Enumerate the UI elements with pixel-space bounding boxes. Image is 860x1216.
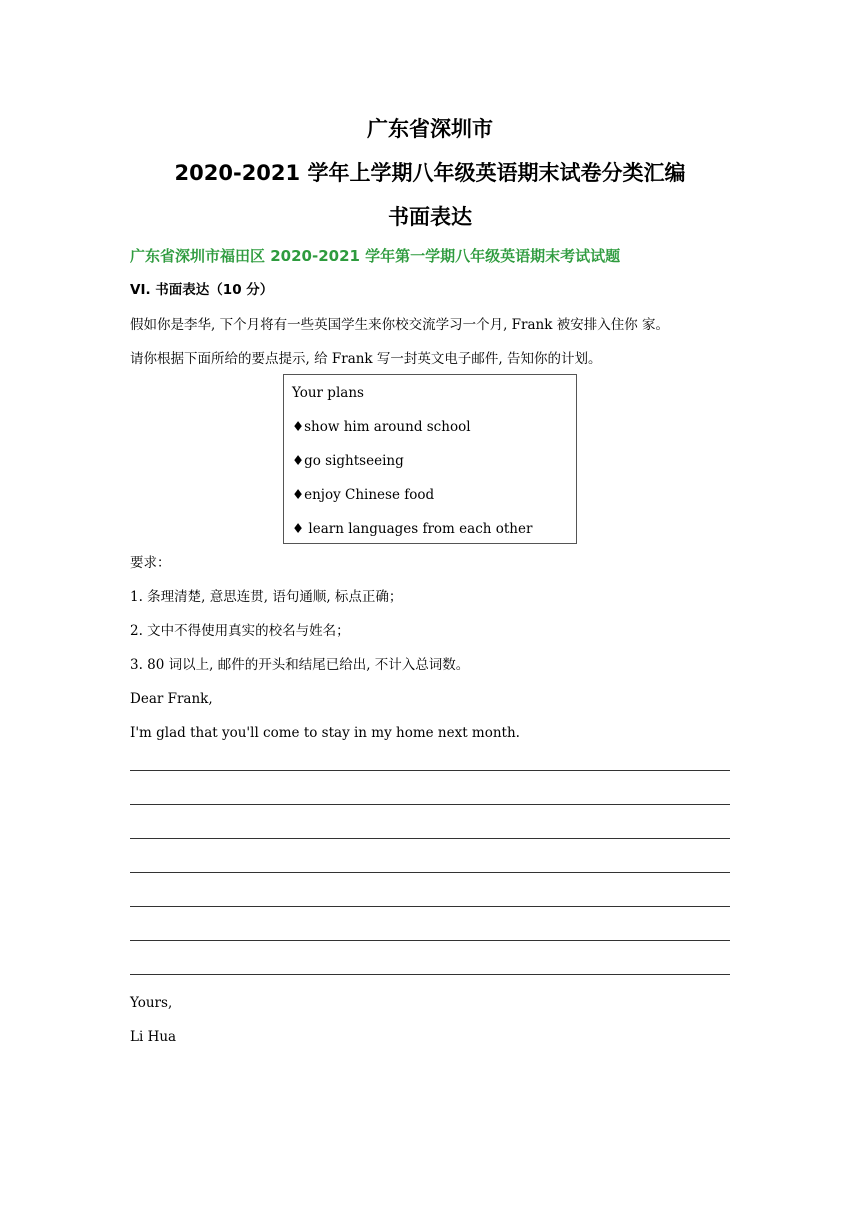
letter-closing: Yours, <box>130 995 173 1011</box>
source-subtitle: 广东省深圳市福田区 2020-2021 学年第一学期八年级英语期末考试试题 <box>130 247 621 265</box>
plan-item: ♦enjoy Chinese food <box>292 487 435 503</box>
answer-line[interactable] <box>130 940 730 941</box>
answer-line[interactable] <box>130 838 730 839</box>
task-intro-line-1: 假如你是李华, 下个月将有一些英国学生来你校交流学习一个月, Frank 被安排入住你 家。 <box>130 317 669 333</box>
answer-line[interactable] <box>130 770 730 771</box>
answer-line[interactable] <box>130 906 730 907</box>
requirement-item: 1. 条理清楚, 意思连贯, 语句通顺, 标点正确； <box>130 589 403 605</box>
letter-greeting: Dear Frank, <box>130 691 213 707</box>
answer-line[interactable] <box>130 974 730 975</box>
answer-line[interactable] <box>130 804 730 805</box>
requirement-item: 3. 80 词以上, 邮件的开头和结尾已给出, 不计入总词数。 <box>130 657 470 673</box>
doc-title-exam: 2020-2021 学年上学期八年级英语期末试卷分类汇编 <box>174 161 686 185</box>
requirements-label: 要求： <box>130 555 171 571</box>
plans-box <box>283 374 577 544</box>
section-heading: VI. 书面表达（10 分） <box>130 282 274 298</box>
plans-heading: Your plans <box>292 385 364 401</box>
requirement-item: 2. 文中不得使用真实的校名与姓名； <box>130 623 350 639</box>
plan-item: ♦show him around school <box>292 419 471 435</box>
answer-line[interactable] <box>130 872 730 873</box>
doc-title-region: 广东省深圳市 <box>367 117 493 141</box>
letter-opening: I'm glad that you'll come to stay in my home next month. <box>130 725 520 741</box>
letter-signature: Li Hua <box>130 1029 177 1045</box>
plan-item: ♦go sightseeing <box>292 453 404 469</box>
task-intro-line-2: 请你根据下面所给的要点提示, 给 Frank 写一封英文电子邮件, 告知你的计划。 <box>130 351 602 367</box>
doc-title-category: 书面表达 <box>388 205 472 229</box>
plan-item: ♦ learn languages from each other <box>292 521 533 537</box>
